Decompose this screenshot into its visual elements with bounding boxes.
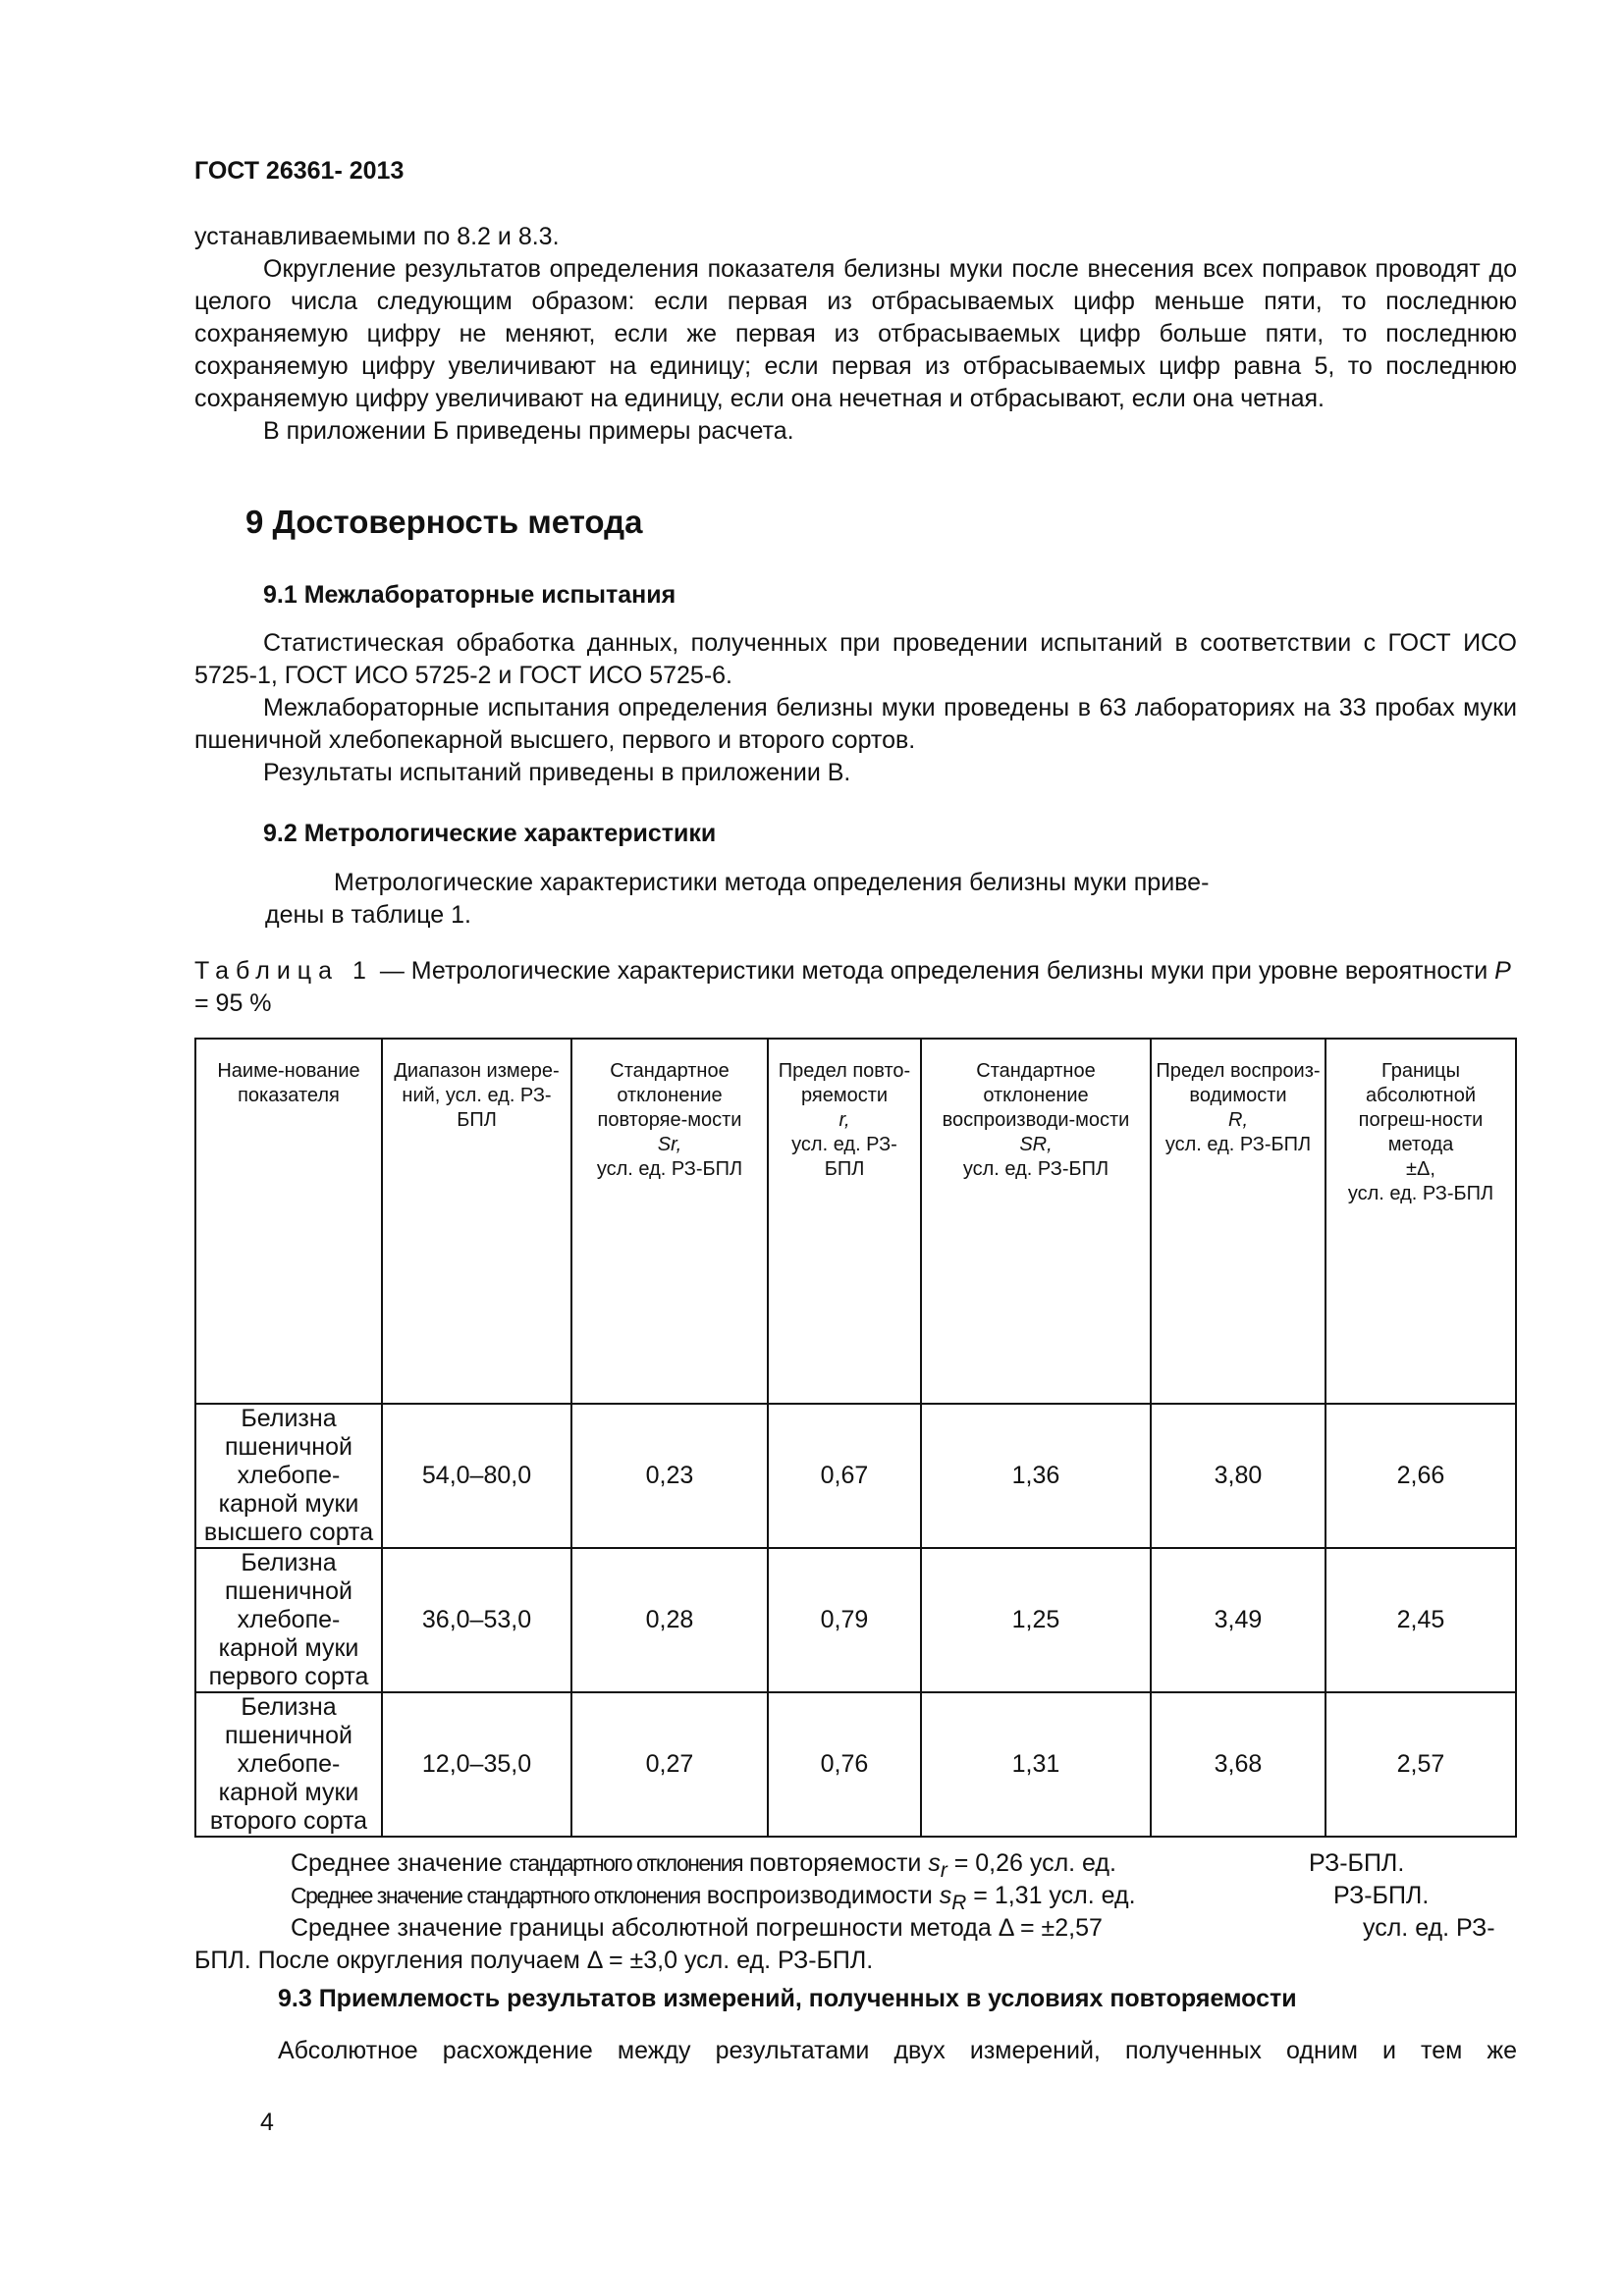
table-row	[195, 1692, 1516, 1837]
page-number: 4	[260, 2109, 274, 2136]
table-caption	[194, 955, 1517, 1020]
section-9-2-title: 9.2 Метрологические характеристики	[263, 820, 717, 847]
document-header: ГОСТ 26361- 2013	[194, 157, 405, 185]
section-9-2-body	[265, 867, 1210, 932]
note-line-delta: Среднее значение границы абсолютной погрешности метода Δ = ±2,57 усл. ед. РЗ-	[194, 1912, 1517, 1945]
section-9-1-title: 9.1 Межлабораторные испытания	[263, 581, 676, 609]
paragraph-line: дены в таблице 1.	[265, 901, 471, 929]
header-cell-R: Предел воспроиз-водимости R, усл. ед. РЗ-БПЛ	[1151, 1039, 1325, 1404]
cell-range: 54,0–80,0	[382, 1404, 571, 1548]
table-caption-label: Таблица 1	[194, 957, 373, 985]
section-9-3-body	[194, 2035, 1517, 2067]
header-cell-sR: Стандартное отклонение воспроизводи-мости SR, усл. ед. РЗ-БПЛ	[921, 1039, 1151, 1404]
cell-r: 0,76	[768, 1692, 921, 1837]
paragraph: В приложении Б приведены примеры расчета.	[263, 417, 794, 445]
paragraph: Межлабораторные испытания определения белизны муки проведены в 63 лабораториях на 33 пробах муки пшеничной хлебопекарной высшего, первого и второго сортов.	[194, 694, 1517, 754]
note-unit: РЗ-БПЛ.	[1333, 1882, 1430, 1909]
table-header-row	[195, 1039, 1516, 1404]
section-9-1-body	[194, 627, 1517, 789]
section-8-tail	[194, 221, 1517, 448]
table-notes	[194, 1847, 1517, 1977]
note-line-sR: Среднее значение стандартного отклонения воспроизводимости $s_R = 1,31$ усл. ед. РЗ-БПЛ.	[291, 1882, 1430, 1914]
cell-delta: 2,57	[1325, 1692, 1516, 1837]
cell-sR: 1,31	[921, 1692, 1151, 1837]
paragraph: Статистическая обработка данных, полученных при проведении испытаний в соответствии с ГОСТ ИСО 5725-1, ГОСТ ИСО 5725-2 и ГОСТ ИСО 5725-6.	[194, 629, 1517, 689]
cell-range: 12,0–35,0	[382, 1692, 571, 1837]
note-line-sr: Среднее значение стандартного отклонения повторяемости $s_r = 0,26$ усл. ед. РЗ-БПЛ.	[291, 1849, 1405, 1882]
cell-name: Белизна пшеничной хлебопе-карной муки высшего сорта	[195, 1404, 382, 1548]
note-unit: усл. ед. РЗ-	[1363, 1914, 1495, 1942]
cell-R: 3,68	[1151, 1692, 1325, 1837]
paragraph: Результаты испытаний приведены в приложении В.	[263, 759, 851, 786]
header-cell-name: Наиме-нование показателя	[195, 1039, 382, 1404]
metrology-table	[194, 1038, 1517, 1838]
section-9-3-title: 9.3 Приемлемость результатов измерений, полученных в условиях повторяемости	[278, 1985, 1297, 2012]
cell-R: 3,80	[1151, 1404, 1325, 1548]
table-row	[195, 1404, 1516, 1548]
note-line-rounded: БПЛ. После округления получаем Δ = ±3,0 усл. ед. РЗ-БПЛ.	[194, 1947, 874, 1974]
cell-delta: 2,66	[1325, 1404, 1516, 1548]
cell-sr: 0,27	[571, 1692, 768, 1837]
header-cell-sr: Стандартное отклонение повторяе-мости Sr, усл. ед. РЗ-БПЛ	[571, 1039, 768, 1404]
header-cell-delta: Границы абсолютной погреш-ности метода ±Δ, усл. ед. РЗ-БПЛ	[1325, 1039, 1516, 1404]
table-caption-variable: P	[1494, 957, 1511, 985]
cell-r: 0,79	[768, 1548, 921, 1692]
table-caption-tail: = 95 %	[194, 989, 272, 1017]
cell-sr: 0,23	[571, 1404, 768, 1548]
note-unit: РЗ-БПЛ.	[1309, 1849, 1405, 1877]
cell-name: Белизна пшеничной хлебопе-карной муки второго сорта	[195, 1692, 382, 1837]
paragraph-line: Метрологические характеристики метода определения белизны муки приве-	[334, 869, 1210, 896]
header-cell-range: Диапазон измере-ний, усл. ед. РЗ-БПЛ	[382, 1039, 571, 1404]
cell-sR: 1,25	[921, 1548, 1151, 1692]
cell-range: 36,0–53,0	[382, 1548, 571, 1692]
cell-delta: 2,45	[1325, 1548, 1516, 1692]
paragraph: Абсолютное расхождение между результатами двух измерений, полученных одним и тем же	[278, 2037, 1517, 2064]
cell-R: 3,49	[1151, 1548, 1325, 1692]
paragraph: устанавливаемыми по 8.2 и 8.3.	[194, 223, 560, 250]
cell-sR: 1,36	[921, 1404, 1151, 1548]
cell-name: Белизна пшеничной хлебопе-карной муки первого сорта	[195, 1548, 382, 1692]
table-caption-text: — Метрологические характеристики метода определения белизны муки при уровне вероятности	[372, 957, 1495, 985]
header-cell-r: Предел повто-ряемости r, усл. ед. РЗ-БПЛ	[768, 1039, 921, 1404]
cell-r: 0,67	[768, 1404, 921, 1548]
section-9-title: 9 Достоверность метода	[245, 504, 643, 540]
table-row	[195, 1548, 1516, 1692]
paragraph-rounding: Округление результатов определения показателя белизны муки после внесения всех поправок проводят до целого числа следующим образом: если первая из отбрасываемых цифр меньше пяти, то последнюю сохраняемую цифру не меняют, если же первая из отбрасываемых цифр больше пяти, то последнюю сохраняемую цифру увеличивают на единицу; если первая из отбрасываемых цифр равна 5, то последнюю сохраняемую цифру увеличивают на единицу, если она нечетная и отбрасывают, если она четная.	[194, 255, 1517, 412]
cell-sr: 0,28	[571, 1548, 768, 1692]
